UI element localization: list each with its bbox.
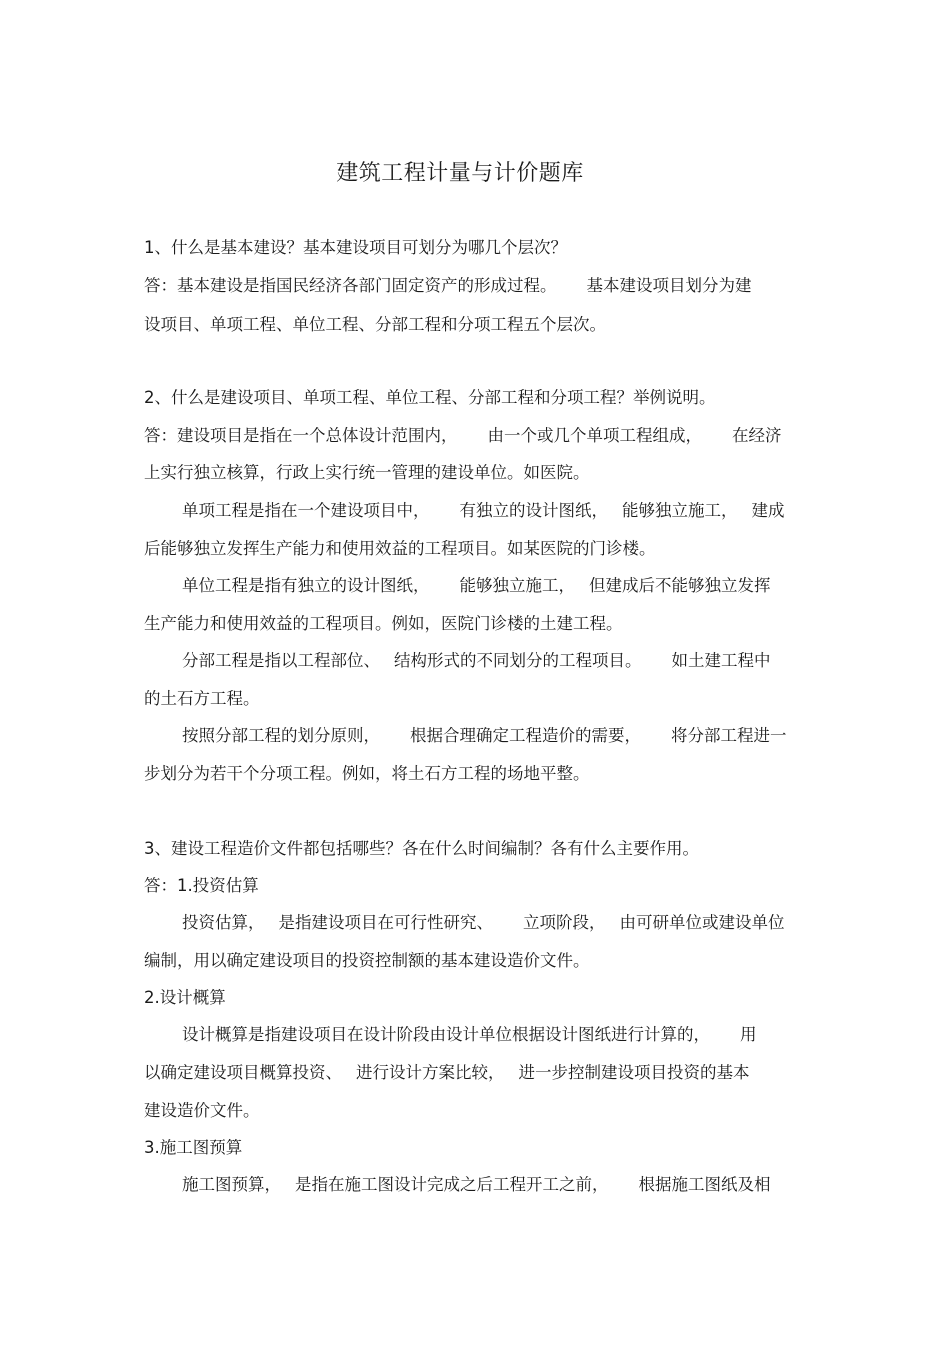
answer-3-para-1-line-2: 编制，用以确定建设项目的投资控制额的基本建设造价文件。 [144,951,590,970]
text-segment: 施工图预算， [182,1175,281,1194]
answer-2-para-2-line-1 [182,499,785,523]
answer-2-para-3-line-2: 生产能力和使用效益的工程项目。例如，医院门诊楼的土建工程。 [144,614,623,633]
text-segment: 根据合理确定工程造价的需要， [410,726,641,745]
answer-2-para-4-line-1 [182,649,771,673]
answer-2-line-1 [144,424,782,448]
text-segment: 由可研单位或建设单位 [619,913,785,932]
text-segment: 有独立的设计图纸， [459,501,608,520]
text-segment: 但建成后不能够独立发挥 [589,576,771,595]
text-segment: 将分部工程进一 [671,726,787,745]
text-segment: 进一步控制建设项目投资的基本 [518,1063,750,1082]
text-segment: 根据施工图纸及相 [638,1175,771,1194]
answer-2-para-3-line-1 [182,574,771,598]
text-segment: 立项阶段， [523,913,606,932]
text-segment: 分部工程是指以工程部位、 [182,651,380,670]
answer-3-para-2-line-2 [144,1061,750,1085]
text-segment: 如土建工程中 [671,651,771,670]
answer-2-para-4-line-2: 的土石方工程。 [144,689,260,708]
answer-3-para-2-line-3: 建设造价文件。 [144,1101,260,1120]
answer-3-heading-2: 2.设计概算 [144,988,226,1007]
answer-2-para-5-line-2: 步划分为若干个分项工程。例如，将土石方工程的场地平整。 [144,764,590,783]
text-segment: 结构形式的不同划分的工程项目。 [394,651,642,670]
text-segment: 按照分部工程的划分原则， [182,726,380,745]
answer-3-para-3-line-1 [182,1173,771,1197]
text-segment: 在经济 [732,426,782,445]
document-title: 建筑工程计量与计价题库 [336,161,584,186]
answer-3-para-2-line-1 [182,1023,757,1047]
text-segment: 由一个或几个单项工程组成， [487,426,702,445]
text-segment: 进行设计方案比较， [356,1063,505,1082]
question-2: 2、什么是建设项目、单项工程、单位工程、分部工程和分项工程？举例说明。 [144,388,716,407]
text-segment: 能够独立施工， [459,576,575,595]
text-segment: 以确定建设项目概算投资、 [144,1063,342,1082]
text-segment: 单位工程是指有独立的设计图纸， [182,576,430,595]
answer-2-para-5-line-1 [182,724,787,748]
text-segment: 建成 [751,501,785,520]
text-segment: 答：建设项目是指在一个总体设计范围内， [144,426,458,445]
answer-1-line-2: 设项目、单项工程、单位工程、分部工程和分项工程五个层次。 [144,315,606,334]
question-3: 3、建设工程造价文件都包括哪些？各在什么时间编制？各有什么主要作用。 [144,839,699,858]
question-1: 1、什么是基本建设？基本建设项目可划分为哪几个层次？ [144,238,567,257]
answer-2-para-2-line-2: 后能够独立发挥生产能力和使用效益的工程项目。如某医院的门诊楼。 [144,539,656,558]
text-segment: 是指建设项目在可行性研究、 [278,913,493,932]
answer-1-line-1 [144,274,752,298]
answer-3-heading-3: 3.施工图预算 [144,1138,243,1157]
text-segment: 能够独立施工， [622,501,738,520]
answer-2-line-2: 上实行独立核算，行政上实行统一管理的建设单位。如医院。 [144,463,590,482]
text-segment: 用 [740,1025,757,1044]
answer-3-para-1-line-1 [182,911,785,935]
text-segment: 设计概算是指建设项目在设计阶段由设计单位根据设计图纸进行计算的， [182,1025,710,1044]
text-segment: 投资估算， [182,913,265,932]
answer-3-heading-1: 答：1.投资估算 [144,876,259,895]
text-segment: 单项工程是指在一个建设项目中， [182,501,430,520]
text-segment: 答：基本建设是指国民经济各部门固定资产的形成过程。 [144,276,557,295]
text-segment: 基本建设项目划分为建 [586,276,752,295]
text-segment: 是指在施工图设计完成之后工程开工之前， [295,1175,609,1194]
